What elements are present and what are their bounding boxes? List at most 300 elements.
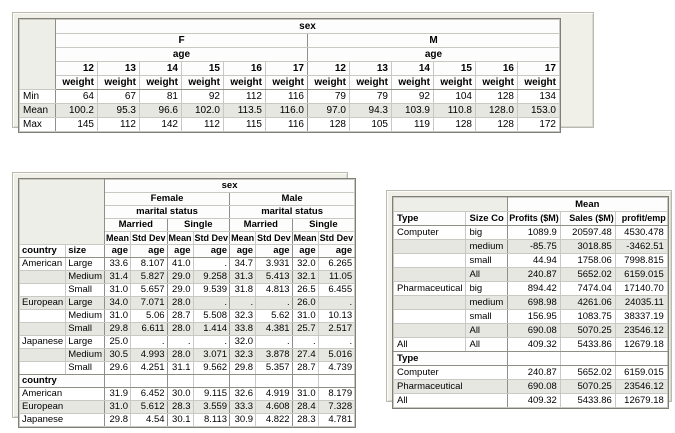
sizeco-col-header: Size Co [466,212,507,226]
empty-cell [256,375,293,388]
var-header: age [256,245,293,258]
t2-summary-row [20,414,355,427]
value-cell: 4261.06 [560,296,615,310]
age-header: 12 [56,62,98,76]
size-cell: big [466,226,507,240]
size-cell: Large [66,336,105,349]
var-header: age [167,245,193,258]
value-cell: 31.3 [230,271,256,284]
value-cell: 31.9 [105,388,131,401]
value-cell: 28.4 [292,401,318,414]
table3-frame [392,196,669,409]
value-cell: 67 [98,90,140,104]
weight-by-sex-age-table [19,19,560,132]
t2-married-m: Married [230,219,293,232]
age-header: 14 [140,62,182,76]
value-cell: . [256,297,293,310]
size-cell: Small [66,284,105,297]
value-cell: 116 [266,90,308,104]
value-cell: 44.94 [507,254,560,268]
value-cell: 29.6 [105,362,131,375]
value-cell: 4.739 [318,362,355,375]
value-cell: 31.0 [105,284,131,297]
t2-summary-row [20,388,355,401]
var-header: age [131,245,168,258]
measure-header: weight [350,76,392,90]
age-header: 12 [308,62,350,76]
value-cell: 5.413 [256,271,293,284]
summary-label: Japanese [20,414,105,427]
value-cell: 31.0 [292,310,318,323]
value-cell: 6159.015 [615,366,667,380]
value-cell: 5433.86 [560,338,615,352]
country-cell: European [20,297,66,310]
age-header: 16 [224,62,266,76]
value-cell: 26.0 [292,297,318,310]
t3-data-row [394,296,668,310]
value-cell: 6.265 [318,258,355,271]
value-cell: 33.8 [230,323,256,336]
value-cell: 4.381 [256,323,293,336]
value-cell: 30.9 [230,414,256,427]
sales-col-header: Sales ($M) [560,212,615,226]
empty-cell [167,375,193,388]
value-cell: 5070.25 [560,380,615,394]
value-cell: 128.0 [476,104,518,118]
value-cell: 31.4 [105,271,131,284]
t2-data-row [20,362,355,375]
type-cell: Pharmaceutical [394,282,466,296]
t3-data-row [394,282,668,296]
value-cell: 29.0 [167,271,193,284]
value-cell: 5.016 [318,349,355,362]
size-cell: Large [66,297,105,310]
value-cell: 3.878 [256,349,293,362]
stddev-header: Std Dev [194,233,229,243]
mean-header: Mean [293,233,317,243]
t1-row-max [20,118,560,132]
t2-single-m: Single [292,219,355,232]
value-cell: 23546.12 [615,324,667,338]
t3-summary-row [394,366,668,380]
value-cell: 1089.9 [507,226,560,240]
value-cell: 38337.19 [615,310,667,324]
t1-group-m: M [308,34,560,48]
t1-age-span-row [20,48,560,62]
t3-mean-row [394,198,668,212]
value-cell: 31.0 [105,310,131,323]
empty-cell [615,352,667,366]
value-cell: 32.6 [230,388,256,401]
value-cell: 28.3 [167,401,193,414]
value-cell: 12679.18 [615,338,667,352]
table1-frame [18,18,561,133]
t1-measure-row [20,76,560,90]
value-cell: 32.3 [230,310,256,323]
value-cell: . [256,336,293,349]
t3-corner-cell [394,198,508,212]
t2-single-f: Single [167,219,230,232]
country-cell [20,323,66,336]
value-cell: 3.931 [256,258,293,271]
value-cell: 9.562 [193,362,230,375]
measure-header: weight [224,76,266,90]
country-cell: American [20,258,66,271]
t2-section-label: country [20,375,105,388]
value-cell: 33.3 [230,401,256,414]
age-header: 13 [350,62,392,76]
value-cell: 128 [476,118,518,132]
value-cell: 64 [56,90,98,104]
value-cell: 3.559 [193,401,230,414]
value-cell: 4530.478 [615,226,667,240]
value-cell: 145 [56,118,98,132]
var-header: age [318,245,355,258]
empty-cell [560,352,615,366]
summary-label: Computer [394,366,508,380]
stddev-header: Std Dev [257,233,291,243]
t3-summary-row [394,394,668,408]
value-cell: 698.98 [507,296,560,310]
t2-sex-row [20,180,355,193]
t1-row-min [20,90,560,104]
value-cell: 17140.70 [615,282,667,296]
country-cell [20,284,66,297]
value-cell: 30.1 [167,414,193,427]
value-cell: . [131,336,168,349]
value-cell: 20597.48 [560,226,615,240]
value-cell: 690.08 [507,324,560,338]
company-means-table [393,197,668,408]
value-cell: 128 [476,90,518,104]
value-cell: 29.0 [167,284,193,297]
stat-row-label: Mean [20,104,56,118]
value-cell: 5070.25 [560,324,615,338]
empty-cell [318,375,355,388]
value-cell: 32.3 [230,349,256,362]
t2-data-row [20,310,355,323]
value-cell: 4.822 [256,414,293,427]
value-cell: 31.1 [167,362,193,375]
measure-header: weight [56,76,98,90]
value-cell: 7.328 [318,401,355,414]
value-cell: 5652.02 [560,366,615,380]
size-col-header: size [66,245,105,258]
measure-header: weight [182,76,224,90]
measure-header: weight [434,76,476,90]
t3-data-row [394,338,668,352]
t2-data-row [20,284,355,297]
t2-data-row [20,271,355,284]
age-header: 14 [392,62,434,76]
size-cell: Medium [66,349,105,362]
value-cell: 9.539 [193,284,230,297]
size-cell: Small [66,323,105,336]
size-cell: All [466,268,507,282]
panel-age-stats [12,172,354,425]
value-cell: 34.0 [105,297,131,310]
value-cell: 7474.04 [560,282,615,296]
t2-data-row [20,349,355,362]
country-col-header: country [20,245,66,258]
value-cell: 5.508 [193,310,230,323]
type-cell: Computer [394,226,466,240]
value-cell: 4.993 [131,349,168,362]
t1-group-f: F [56,34,308,48]
value-cell: 41.0 [167,258,193,271]
mean-header: Mean [106,233,130,243]
profit-emp-col-header: profit/emp [615,212,667,226]
empty-cell [292,375,318,388]
measure-header: weight [266,76,308,90]
measure-header: weight [518,76,560,90]
value-cell: 9.258 [193,271,230,284]
t3-section-row [394,352,668,366]
type-cell [394,324,466,338]
t1-ages-row [20,62,560,76]
value-cell: 94.3 [350,104,392,118]
country-cell [20,362,66,375]
size-cell: Small [66,362,105,375]
value-cell: 24035.11 [615,296,667,310]
summary-label: European [20,401,105,414]
value-cell: 172 [518,118,560,132]
value-cell: 5.357 [256,362,293,375]
t3-colheader-row [394,212,668,226]
value-cell: 102.0 [182,104,224,118]
value-cell: 142 [140,118,182,132]
value-cell: 29.8 [105,414,131,427]
value-cell: 25.0 [105,336,131,349]
value-cell: 409.32 [507,338,560,352]
value-cell: 894.42 [507,282,560,296]
value-cell: 1.414 [193,323,230,336]
value-cell: 116.0 [266,104,308,118]
t2-corner-cell [20,180,105,245]
value-cell: 28.7 [292,362,318,375]
panel-weight-stats [12,12,594,128]
value-cell: . [167,336,193,349]
value-cell: 8.113 [193,414,230,427]
value-cell: 97.0 [308,104,350,118]
value-cell: 8.107 [131,258,168,271]
value-cell: 29.8 [105,323,131,336]
t3-data-row [394,226,668,240]
value-cell: 8.179 [318,388,355,401]
value-cell: 32.0 [292,258,318,271]
t2-data-row [20,258,355,271]
summary-label: Pharmaceutical [394,380,508,394]
value-cell: 134 [518,90,560,104]
value-cell: 4.919 [256,388,293,401]
value-cell: 7.071 [131,297,168,310]
value-cell: 30.5 [105,349,131,362]
t3-summary-row [394,380,668,394]
type-cell [394,240,466,254]
t2-summary-row [20,401,355,414]
value-cell: 156.95 [507,310,560,324]
value-cell: 12679.18 [615,394,667,408]
value-cell: 29.8 [230,362,256,375]
value-cell: 31.0 [105,401,131,414]
value-cell: 79 [350,90,392,104]
value-cell: 31.8 [230,284,256,297]
summary-label: American [20,388,105,401]
mean-header: Mean [231,233,255,243]
empty-cell [193,375,230,388]
empty-cell [507,352,560,366]
value-cell: . [292,336,318,349]
value-cell: 95.3 [98,104,140,118]
t2-group-female: Female [105,193,230,206]
size-cell: All [466,338,507,352]
age-header: 17 [518,62,560,76]
measure-header: weight [98,76,140,90]
type-cell [394,296,466,310]
value-cell: 79 [308,90,350,104]
var-header: age [193,245,230,258]
summary-label: All [394,394,508,408]
value-cell: 4.251 [131,362,168,375]
panel-company-means [386,190,672,406]
t3-data-row [394,268,668,282]
value-cell: 5.612 [131,401,168,414]
value-cell: 28.0 [167,349,193,362]
t1-age-span-m: age [308,48,560,62]
stat-row-label: Min [20,90,56,104]
value-cell: 128 [308,118,350,132]
value-cell: 690.08 [507,380,560,394]
value-cell: 34.7 [230,258,256,271]
t1-age-span-f: age [56,48,308,62]
t2-data-row [20,336,355,349]
value-cell: 112 [224,90,266,104]
country-cell [20,271,66,284]
value-cell: 100.2 [56,104,98,118]
value-cell: 4.608 [256,401,293,414]
t2-var-row [20,245,355,258]
value-cell: 103.9 [392,104,434,118]
value-cell: . [193,258,230,271]
value-cell: 26.5 [292,284,318,297]
value-cell: 105 [350,118,392,132]
value-cell: 5433.86 [560,394,615,408]
t3-data-row [394,324,668,338]
size-cell: medium [466,296,507,310]
type-cell [394,310,466,324]
value-cell: 11.05 [318,271,355,284]
measure-header: weight [308,76,350,90]
value-cell: 115 [224,118,266,132]
value-cell: 6.611 [131,323,168,336]
t3-data-row [394,310,668,324]
value-cell: 96.6 [140,104,182,118]
value-cell: 23546.12 [615,380,667,394]
t3-section-label: Type [394,352,508,366]
value-cell: 28.3 [292,414,318,427]
value-cell: -3462.51 [615,240,667,254]
value-cell: 4.813 [256,284,293,297]
stddev-header: Std Dev [319,233,354,243]
t1-sex-header: sex [56,20,560,34]
t2-marital-m: marital status [230,206,355,219]
t3-data-row [394,254,668,268]
value-cell: 119 [392,118,434,132]
value-cell: 6.455 [318,284,355,297]
value-cell: 3.071 [193,349,230,362]
value-cell: 3018.85 [560,240,615,254]
age-header: 15 [182,62,224,76]
value-cell: 92 [392,90,434,104]
stddev-header: Std Dev [132,233,166,243]
value-cell: 110.8 [434,104,476,118]
t2-married-f: Married [105,219,168,232]
size-cell: medium [466,240,507,254]
age-header: 17 [266,62,308,76]
t2-marital-f: marital status [105,206,230,219]
t2-group-male: Male [230,193,355,206]
value-cell: 92 [182,90,224,104]
t1-group-row [20,34,560,48]
empty-cell [105,375,131,388]
value-cell: 5.657 [131,284,168,297]
value-cell: 27.4 [292,349,318,362]
value-cell: 6159.015 [615,268,667,282]
value-cell: 30.0 [167,388,193,401]
var-header: age [292,245,318,258]
value-cell: 32.1 [292,271,318,284]
value-cell: 112 [98,118,140,132]
t1-row-mean [20,104,560,118]
value-cell: 7998.815 [615,254,667,268]
value-cell: 81 [140,90,182,104]
value-cell: 10.13 [318,310,355,323]
table2-frame [18,178,356,428]
t1-corner-cell [20,20,56,90]
value-cell: 5.827 [131,271,168,284]
t2-section-row [20,375,355,388]
t2-data-row [20,297,355,310]
type-cell [394,268,466,282]
value-cell: 33.6 [105,258,131,271]
measure-header: weight [392,76,434,90]
value-cell: 28.0 [167,297,193,310]
size-cell: big [466,282,507,296]
size-cell: All [466,324,507,338]
measure-header: weight [476,76,518,90]
value-cell: . [318,336,355,349]
t2-sex-header: sex [105,180,355,193]
size-cell: small [466,254,507,268]
value-cell: . [230,297,256,310]
age-header: 16 [476,62,518,76]
value-cell: 5.62 [256,310,293,323]
value-cell: 1758.06 [560,254,615,268]
empty-cell [230,375,256,388]
value-cell: . [193,297,230,310]
value-cell: 6.452 [131,388,168,401]
value-cell: 32.0 [230,336,256,349]
t1-sex-row [20,20,560,34]
value-cell: 153.0 [518,104,560,118]
value-cell: 31.0 [292,388,318,401]
country-cell [20,349,66,362]
value-cell: 2.517 [318,323,355,336]
value-cell: 5652.02 [560,268,615,282]
size-cell: Large [66,258,105,271]
age-header: 13 [98,62,140,76]
t3-mean-header: Mean [507,198,667,212]
